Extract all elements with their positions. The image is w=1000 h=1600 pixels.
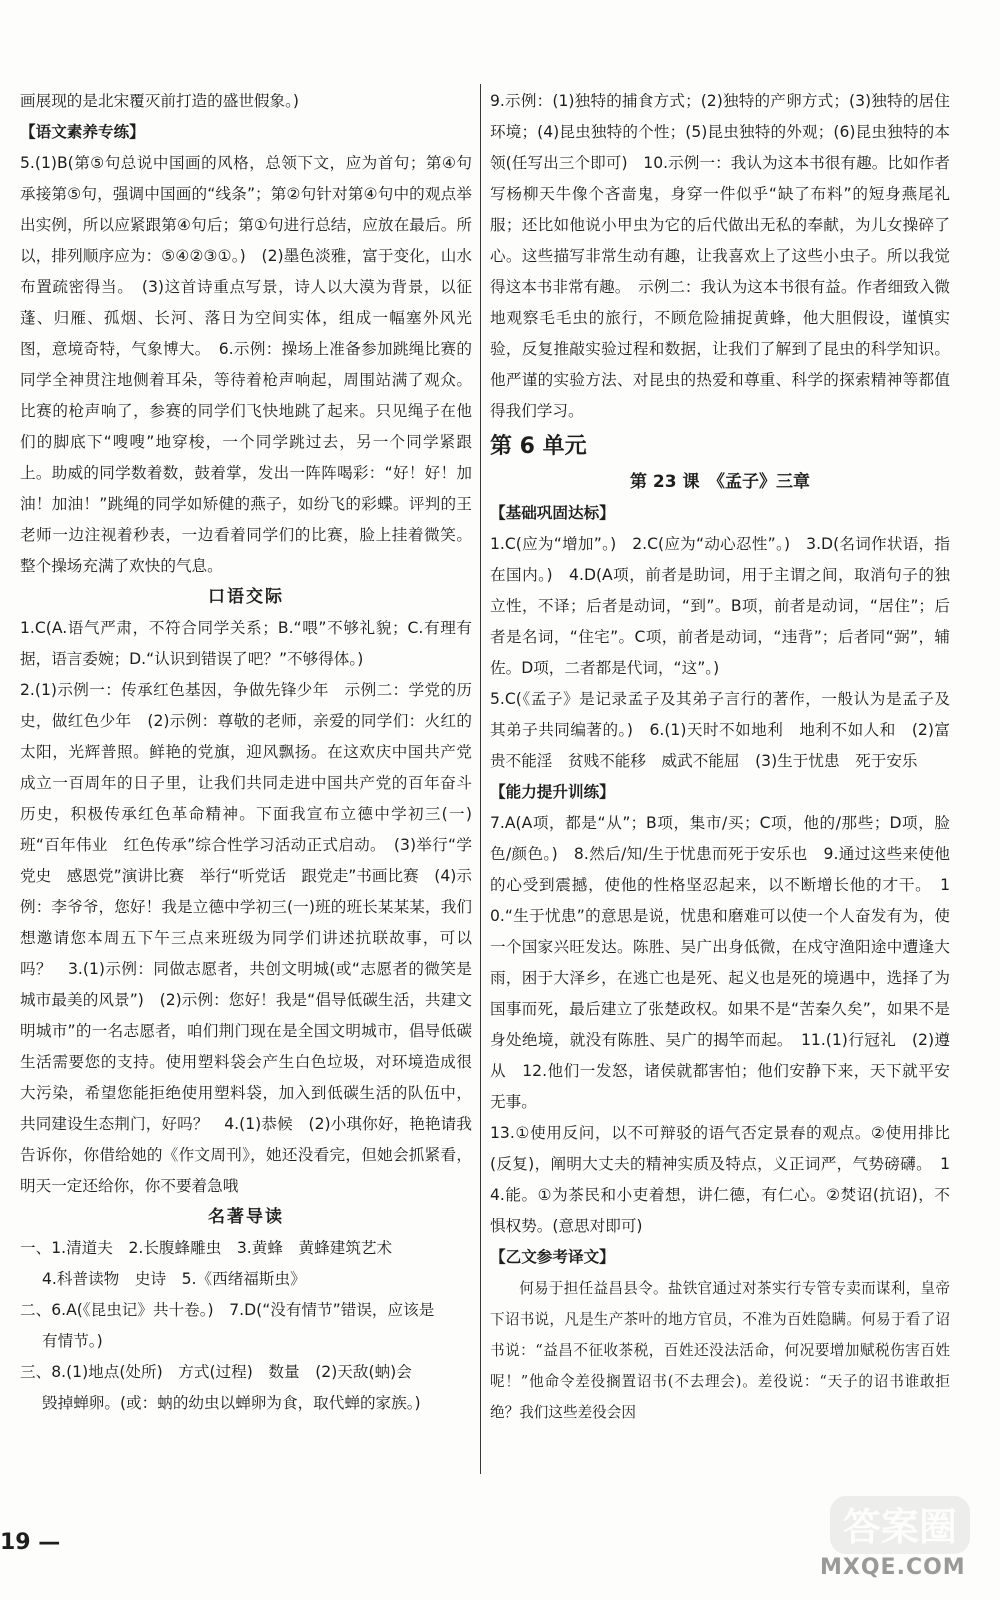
text-block: 9.示例：(1)独特的捕食方式；(2)独特的产卵方式；(3)独特的居住环境；(4)昆虫独特的个性；(5)昆虫独特的外观；(6)昆虫独特的本领(任写出三个即可) 10.示例一：我认为这本书很有趣。比如作者写杨柳天牛像个吝啬鬼，身穿一件似乎“缺了布料”的短身燕尾礼服；还比如他说小甲虫为它的后代做出无私的奉献，为儿女操碎了心。这些描写非常生动有趣，让我喜欢上了这些小虫子。所以我觉得这本书非常有趣。 示例二：我认为这本书很有益。作者细致入微地观察毛毛虫的旅行，不顾危险捕捉黄蜂，他大胆假设，谨慎实验，反复推敲实验过程和数据，让我们了解到了昆虫的科学知识。他严谨的实验方法、对昆虫的热爱和尊重、科学的探索精神等都值得我们学习。 xyxy=(490,92,950,420)
text-block: 4.科普读物 史诗 5.《西绪福斯虫》 xyxy=(42,1270,306,1288)
right-column xyxy=(490,86,950,1556)
text-block: 毁掉蝉卵。(或：蚋的幼虫以蝉卵为食，取代蝉的家族。) xyxy=(42,1394,421,1412)
text-block: 三、8.(1)地点(处所) 方式(过程) 数量 (2)天敌(蚋)会 xyxy=(20,1363,412,1381)
unit-title: 第 6 单元 xyxy=(490,434,587,459)
section-header: 【基础巩固达标】 xyxy=(490,504,615,522)
left-column xyxy=(20,86,472,1556)
section-header: 【能力提升训练】 xyxy=(490,783,615,801)
text-block: 1.C(A.语气严肃，不符合同学关系；B.“喂”不够礼貌；C.有理有据，语言委婉；D.“认识到错误了吧？”不够得体。) xyxy=(20,619,472,668)
text-block: 画展现的是北宋覆灭前打造的盛世假象。) xyxy=(20,92,299,110)
translation-text: 何易于担任益昌县令。盐铁官通过对茶实行专管专卖而谋利，皇帝下诏书说，凡是生产茶叶的地方官员，不准为百姓隐瞒。何易于看了诏书说：“益昌不征收茶税，百姓还没法活命，何况要增加赋税伤害百姓呢！”他命令差役搁置诏书(不去理会)。差役说：“天子的诏书谁敢拒绝？我们这些差役会因 xyxy=(490,1280,950,1421)
text-block: 二、6.A(《昆虫记》共十卷。) 7.D(“没有情节”错误，应该是 xyxy=(20,1301,435,1319)
column-divider xyxy=(480,84,481,1474)
lesson-title: 第 23 课 《孟子》三章 xyxy=(630,472,810,492)
text-block: 1.C(应为“增加”。) 2.C(应为“动心忍性”。) 3.D(名词作状语，指在国内。) 4.D(A项，前者是助词，用于主谓之间，取消句子的独立性，不译；后者是动词，“到”。B项，前者是动词，“居住”；后者是名词，“住宅”。C项，前者是动词，“违背”；后者同“弼”，辅佐。D项，二者都是代词，“这”。) xyxy=(490,535,950,677)
text-block: 7.A(A项，都是“从”；B项，集市/买；C项，他的/那些；D项，脸色/颜色。) 8.然后/知/生于忧患而死于安乐也 9.通过这些来使他的心受到震撼，使他的性格坚忍起来，以不断增长他的才干。 10.“生于忧患”的意思是说，忧患和磨难可以使一个人奋发有为，使一个国家兴旺发达。陈胜、吴广出身低微，在戍守渔阳途中遭逢大雨，困于大泽乡，在逃亡也是死、起义也是死的境遇中，选择了为国事而死，最后建立了张楚政权。如果不是“苦秦久矣”，如果不是身处绝境，就没有陈胜、吴广的揭竿而起。 11.(1)行冠礼 (2)遵从 12.他们一发怒，诸侯就都害怕；他们安静下来，天下就平安无事。 xyxy=(490,814,950,1111)
page-number: 19 — xyxy=(0,1530,61,1555)
section-title: 口语交际 xyxy=(208,587,284,607)
section-header: 【乙文参考译文】 xyxy=(490,1248,615,1266)
section-header: 【语文素养专练】 xyxy=(20,123,145,141)
watermark-url: MXQE.COM xyxy=(820,1555,966,1580)
text-block: 13.①使用反问，以不可辩驳的语气否定景春的观点。②使用排比(反复)，阐明大丈夫的精神实质及特点，义正词严，气势磅礴。 14.能。①为茶民和小吏着想，讲仁德，有仁心。②焚诏(抗诏)，不惧权势。(意思对即可) xyxy=(490,1124,950,1235)
watermark-text: 答案圈 xyxy=(842,1505,958,1549)
text-block: 5.(1)B(第⑤句总说中国画的风格，总领下文，应为首句；第④句承接第⑤句，强调中国画的“线条”；第②句针对第④句中的观点举出实例，所以应紧跟第④句后；第①句进行总结，应放在最后。所以，排列顺序应为：⑤④②③①。) (2)墨色淡雅，富于变化，山水布置疏密得当。 (3)这首诗重点写景，诗人以大漠为背景，以征蓬、归雁、孤烟、长河、落日为空间实体，组成一幅塞外风光图，意境奇特，气象博大。 6.示例：操场上准备参加跳绳比赛的同学全神贯注地侧着耳朵，等待着枪声响起，周围站满了观众。比赛的枪声响了，参赛的同学们飞快地跳了起来。只见绳子在他们的脚底下“嗖嗖”地穿梭，一个同学跳过去，另一个同学紧跟上。助威的同学数着数，鼓着掌，发出一阵阵喝彩：“好！好！加油！加油！”跳绳的同学如矫健的燕子，如纷飞的彩蝶。评判的王老师一边注视着秒表，一边看着同学们的比赛，脸上挂着微笑。整个操场充满了欢快的气息。 xyxy=(20,154,472,575)
text-block: 有情节。) xyxy=(42,1332,103,1350)
text-block: 一、1.清道夫 2.长腹蜂雕虫 3.黄蜂 黄蜂建筑艺术 xyxy=(20,1239,393,1257)
text-block: 2.(1)示例一：传承红色基因，争做先锋少年 示例二：学党的历史，做红色少年 (2)示例：尊敬的老师，亲爱的同学们：火红的太阳，光辉普照。鲜艳的党旗，迎风飘扬。在这欢庆中国共产党成立一百周年的日子里，让我们共同走进中国共产党的百年奋斗历史，积极传承红色革命精神。下面我宣布立德中学初三(一)班“百年伟业 红色传承”综合性学习活动正式启动。 (3)举行“学党史 感恩党”演讲比赛 举行“听党话 跟党走”书画比赛 (4)示例：李爷爷，您好！我是立德中学初三(一)班的班长某某某，我们想邀请您本周五下午三点来班级为同学们讲述抗联故事，可以吗？ 3.(1)示例：同做志愿者，共创文明城(或“志愿者的微笑是城市最美的风景”) (2)示例：您好！我是“倡导低碳生活，共建文明城市”的一名志愿者，咱们荆门现在是全国文明城市，倡导低碳生活需要您的支持。使用塑料袋会产生白色垃圾，对环境造成很大污染，希望您能拒绝使用塑料袋，加入到低碳生活的队伍中，共同建设生态荆门，好吗？ 4.(1)恭候 (2)小琪你好，艳艳请我告诉你，你借给她的《作文周刊》，她还没看完，但她会抓紧看，明天一定还给你，你不要着急哦 xyxy=(20,681,472,1195)
section-title: 名著导读 xyxy=(208,1207,284,1227)
text-block: 5.C(《孟子》是记录孟子及其弟子言行的著作，一般认为是孟子及其弟子共同编著的。) 6.(1)天时不如地利 地利不如人和 (2)富贵不能淫 贫贱不能移 威武不能屈 (3)生于忧患 死于安乐 xyxy=(490,690,950,770)
